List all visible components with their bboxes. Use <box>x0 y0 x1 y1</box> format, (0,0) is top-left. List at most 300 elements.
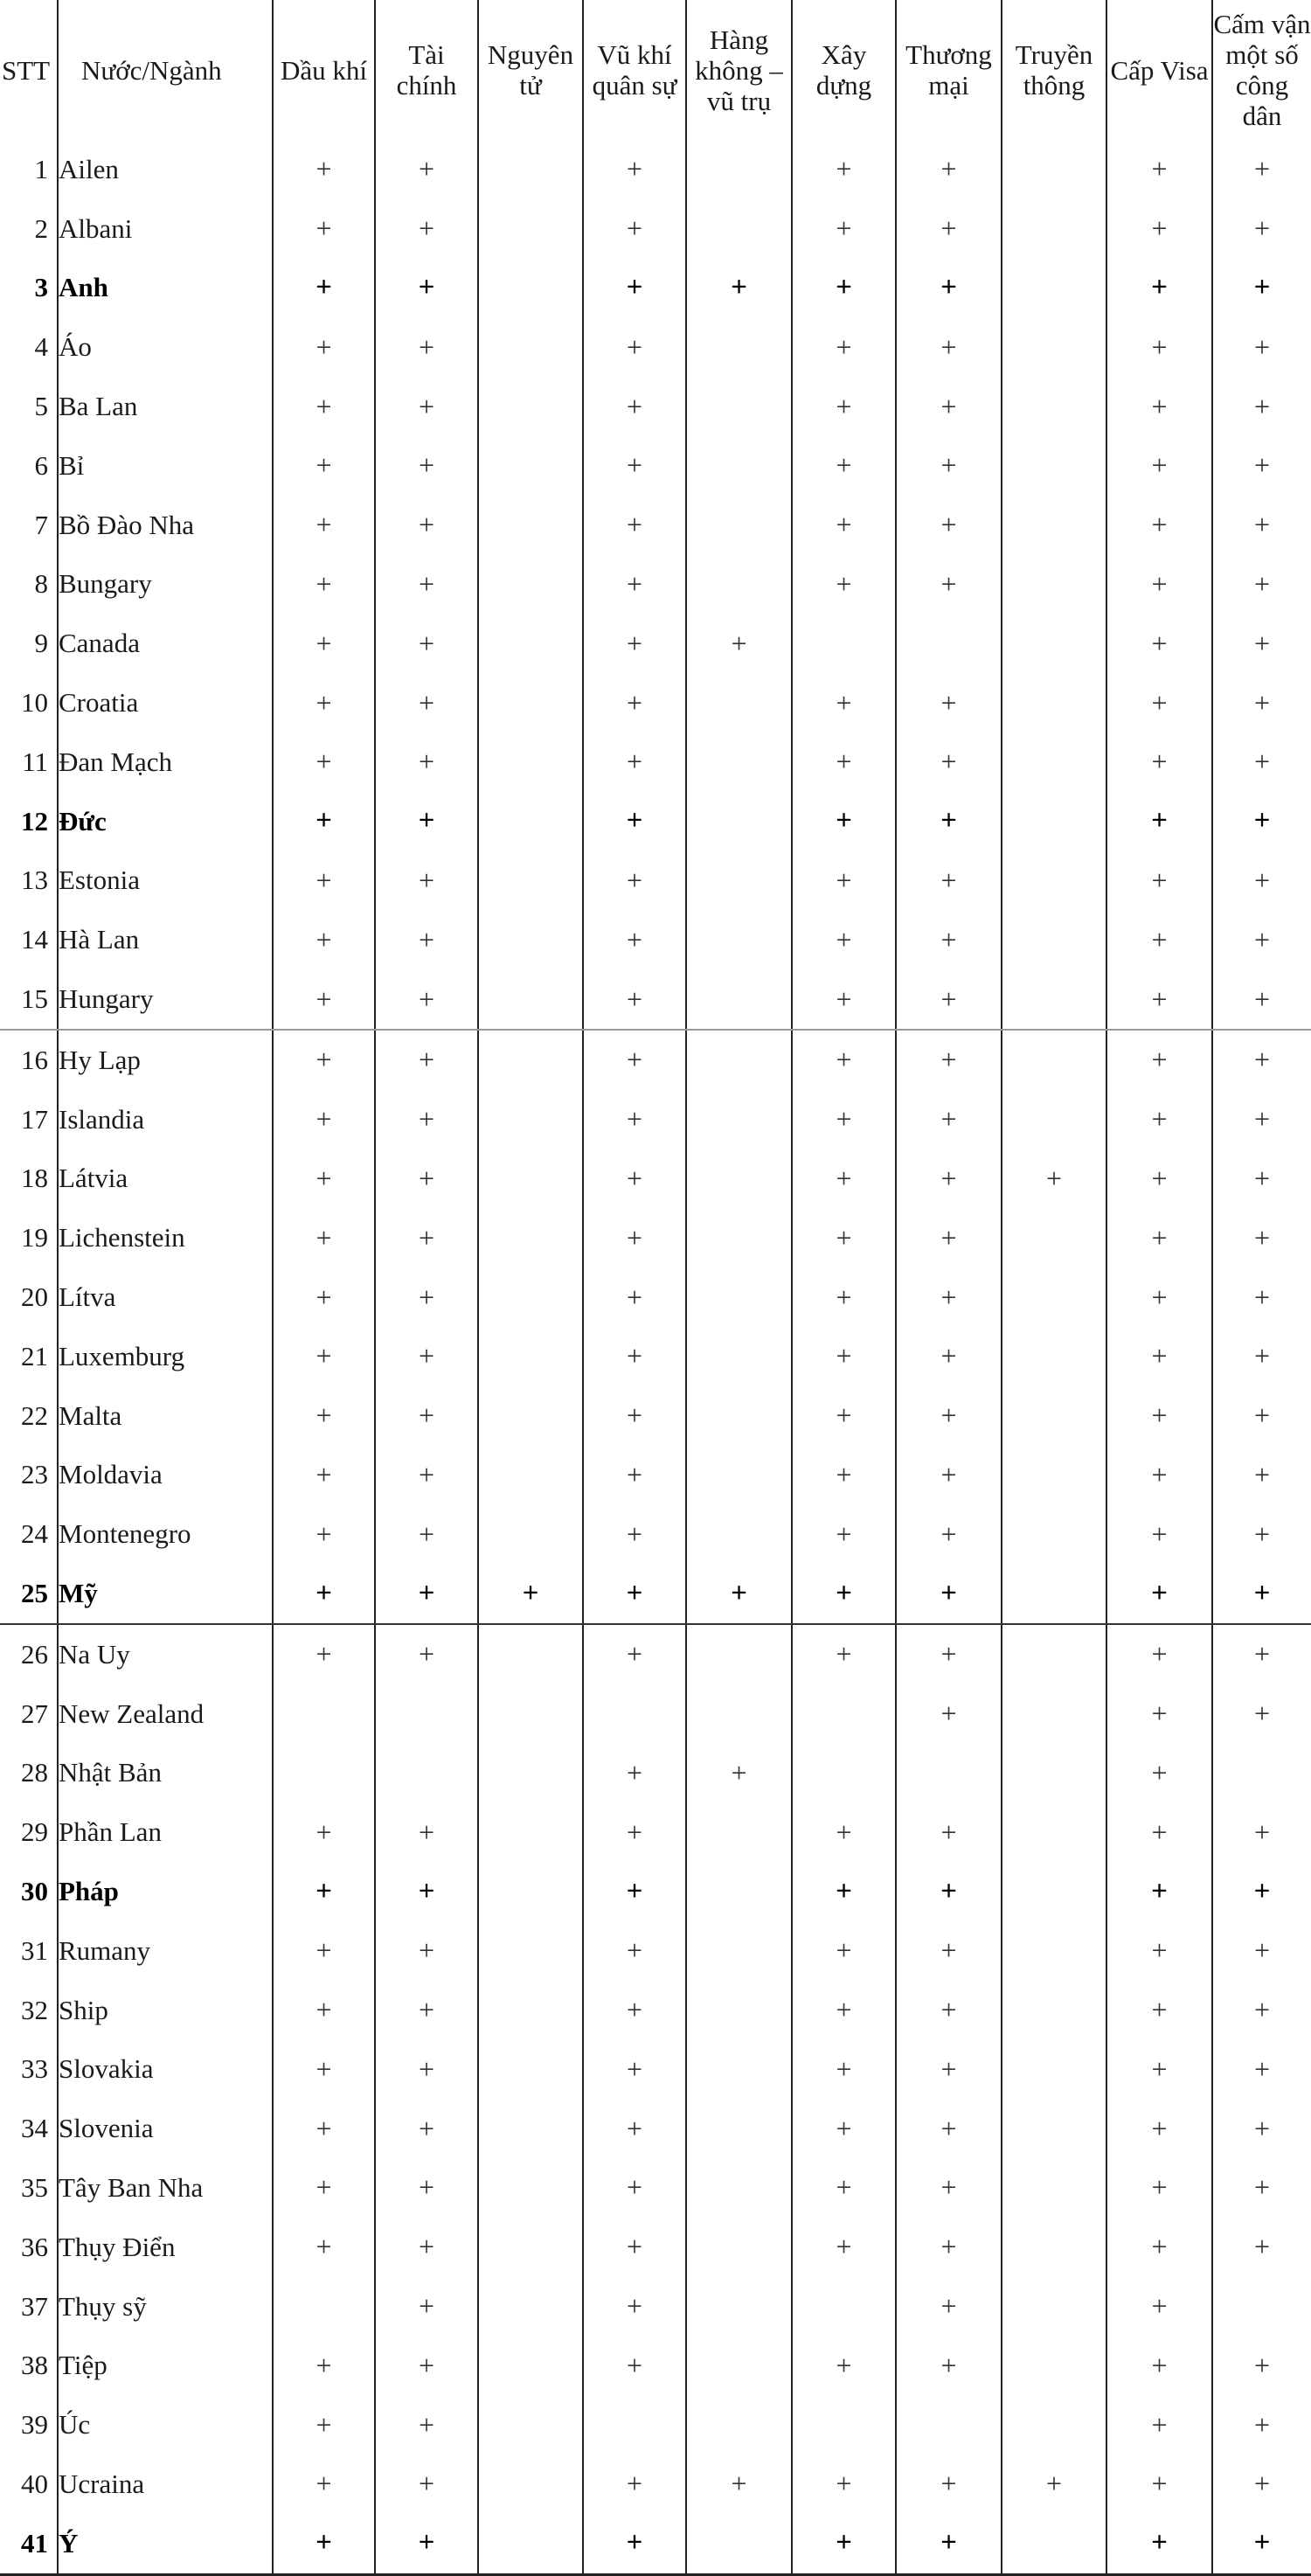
plus-mark: + <box>731 271 747 303</box>
plus-mark: + <box>626 1994 643 2026</box>
table-row <box>0 2218 1311 2277</box>
cell-aerospace <box>686 2336 792 2395</box>
cell-oil <box>273 851 375 911</box>
cell-arms <box>583 2395 686 2454</box>
cell-visa <box>1106 1090 1212 1149</box>
cell-arms <box>583 1802 686 1862</box>
cell-embargo <box>1212 2277 1311 2336</box>
cell-oil <box>273 1802 375 1862</box>
row-stt: 13 <box>21 864 48 896</box>
cell-visa <box>1106 259 1212 318</box>
cell-aerospace <box>686 792 792 851</box>
row-country: Mỹ <box>58 1564 273 1624</box>
cell-construction <box>792 140 896 199</box>
cell-trade <box>896 1504 1002 1564</box>
plus-mark: + <box>418 1044 435 1076</box>
plus-mark: + <box>1253 864 1271 896</box>
cell-trade <box>896 851 1002 911</box>
plus-mark: + <box>1151 1399 1168 1432</box>
plus-mark: + <box>316 1577 332 1609</box>
cell-arms <box>583 2158 686 2218</box>
cell-aerospace <box>686 1386 792 1446</box>
cell-trade <box>896 2040 1002 2100</box>
plus-mark: + <box>316 1816 332 1848</box>
table-row <box>0 496 1311 555</box>
table-row <box>0 1386 1311 1446</box>
row-country: New Zealand <box>58 1684 273 1744</box>
table-row <box>0 140 1311 199</box>
cell-embargo <box>1212 2336 1311 2395</box>
plus-mark: + <box>940 1281 957 1313</box>
cell-visa <box>1106 1744 1212 1803</box>
plus-mark: + <box>316 509 332 541</box>
cell-arms <box>583 733 686 792</box>
cell-finance <box>375 1446 478 1505</box>
cell-oil <box>273 377 375 436</box>
row-country: Thụy Điển <box>58 2218 273 2277</box>
cell-finance <box>375 733 478 792</box>
header-arms: Vũ khí quân sự <box>583 0 686 140</box>
row-country: Nhật Bản <box>58 1744 273 1803</box>
cell-arms <box>583 377 686 436</box>
cell-media <box>1002 1149 1106 1209</box>
plus-mark: + <box>626 1399 643 1432</box>
cell-oil <box>273 199 375 259</box>
cell-aerospace <box>686 733 792 792</box>
cell-arms <box>583 1149 686 1209</box>
cell-construction <box>792 1327 896 1386</box>
plus-mark: + <box>316 1103 332 1135</box>
plus-mark: + <box>1253 1340 1271 1372</box>
cell-oil <box>273 259 375 318</box>
cell-nuclear <box>478 733 583 792</box>
row-country: Rumany <box>58 1921 273 1981</box>
cell-embargo <box>1212 1504 1311 1564</box>
plus-mark: + <box>940 1458 957 1490</box>
plus-mark: + <box>1151 864 1168 896</box>
plus-mark: + <box>731 1756 747 1788</box>
table-row <box>0 1504 1311 1564</box>
row-country: Bungary <box>58 555 273 614</box>
cell-media <box>1002 910 1106 969</box>
cell-nuclear <box>478 555 583 614</box>
cell-trade <box>896 377 1002 436</box>
cell-visa <box>1106 555 1212 614</box>
plus-mark: + <box>1253 1875 1271 1907</box>
cell-media <box>1002 1267 1106 1327</box>
table-row <box>0 1624 1311 1684</box>
row-stt: 7 <box>34 509 48 540</box>
plus-mark: + <box>836 2231 852 2263</box>
plus-mark: + <box>316 1934 332 1967</box>
table-row <box>0 1446 1311 1505</box>
cell-aerospace <box>686 199 792 259</box>
plus-mark: + <box>836 1517 852 1550</box>
plus-mark: + <box>626 1638 643 1670</box>
cell-nuclear <box>478 436 583 496</box>
plus-mark: + <box>1253 2527 1271 2559</box>
cell-finance <box>375 1684 478 1744</box>
cell-media <box>1002 1744 1106 1803</box>
cell-nuclear <box>478 1802 583 1862</box>
cell-embargo <box>1212 496 1311 555</box>
row-country: Ucraina <box>58 2454 273 2514</box>
plus-mark: + <box>626 2290 643 2323</box>
cell-finance <box>375 1327 478 1386</box>
cell-nuclear <box>478 910 583 969</box>
cell-trade <box>896 2454 1002 2514</box>
cell-embargo <box>1212 1564 1311 1624</box>
plus-mark: + <box>1151 271 1168 303</box>
plus-mark: + <box>418 1458 435 1490</box>
plus-mark: + <box>836 1162 852 1194</box>
cell-aerospace <box>686 2454 792 2514</box>
cell-aerospace <box>686 259 792 318</box>
plus-mark: + <box>626 864 643 896</box>
plus-mark: + <box>418 2052 435 2085</box>
plus-mark: + <box>418 1340 435 1372</box>
cell-embargo <box>1212 1267 1311 1327</box>
cell-media <box>1002 140 1106 199</box>
plus-mark: + <box>418 1816 435 1848</box>
cell-arms <box>583 140 686 199</box>
plus-mark: + <box>1151 1756 1168 1788</box>
cell-embargo <box>1212 1446 1311 1505</box>
plus-mark: + <box>1253 1399 1271 1432</box>
plus-mark: + <box>940 330 957 363</box>
cell-construction <box>792 317 896 377</box>
cell-finance <box>375 2514 478 2574</box>
plus-mark: + <box>1151 153 1168 185</box>
row-country: Hungary <box>58 969 273 1030</box>
cell-aerospace <box>686 1149 792 1209</box>
cell-construction <box>792 199 896 259</box>
plus-mark: + <box>626 390 643 422</box>
table-row <box>0 1802 1311 1862</box>
cell-nuclear <box>478 1504 583 1564</box>
cell-aerospace <box>686 969 792 1030</box>
plus-mark: + <box>418 1934 435 1967</box>
plus-mark: + <box>940 1162 957 1194</box>
cell-media <box>1002 1624 1106 1684</box>
cell-aerospace <box>686 2218 792 2277</box>
table-row <box>0 1564 1311 1624</box>
plus-mark: + <box>626 509 643 541</box>
row-stt: 12 <box>21 805 48 837</box>
cell-arms <box>583 1386 686 1446</box>
cell-construction <box>792 259 896 318</box>
cell-aerospace <box>686 2395 792 2454</box>
cell-aerospace <box>686 1624 792 1684</box>
cell-embargo <box>1212 1802 1311 1862</box>
cell-nuclear <box>478 1624 583 1684</box>
plus-mark: + <box>1253 1638 1271 1670</box>
plus-mark: + <box>316 923 332 955</box>
plus-mark: + <box>1253 1577 1271 1609</box>
plus-mark: + <box>1151 1816 1168 1848</box>
cell-arms <box>583 496 686 555</box>
plus-mark: + <box>522 1577 539 1609</box>
cell-finance <box>375 1624 478 1684</box>
row-country: Áo <box>58 317 273 377</box>
cell-media <box>1002 969 1106 1030</box>
row-stt: 8 <box>34 568 48 600</box>
cell-trade <box>896 1624 1002 1684</box>
cell-arms <box>583 1446 686 1505</box>
cell-aerospace <box>686 377 792 436</box>
row-stt: 36 <box>21 2231 48 2262</box>
cell-finance <box>375 1744 478 1803</box>
cell-arms <box>583 969 686 1030</box>
plus-mark: + <box>940 1994 957 2026</box>
plus-mark: + <box>1253 1994 1271 2026</box>
plus-mark: + <box>1151 1698 1168 1730</box>
cell-arms <box>583 2336 686 2395</box>
cell-construction <box>792 2395 896 2454</box>
cell-visa <box>1106 496 1212 555</box>
cell-oil <box>273 1504 375 1564</box>
cell-nuclear <box>478 1208 583 1267</box>
cell-media <box>1002 851 1106 911</box>
cell-construction <box>792 673 896 733</box>
plus-mark: + <box>731 627 747 659</box>
row-stt: 17 <box>21 1103 48 1135</box>
cell-trade <box>896 969 1002 1030</box>
cell-nuclear <box>478 317 583 377</box>
row-stt: 2 <box>34 212 48 244</box>
plus-mark: + <box>626 1756 643 1788</box>
plus-mark: + <box>1151 982 1168 1015</box>
cell-arms <box>583 1267 686 1327</box>
cell-media <box>1002 1386 1106 1446</box>
cell-construction <box>792 2099 896 2158</box>
cell-construction <box>792 1921 896 1981</box>
cell-arms <box>583 2099 686 2158</box>
plus-mark: + <box>316 982 332 1015</box>
header-oil: Dầu khí <box>273 0 375 140</box>
plus-mark: + <box>1253 567 1271 600</box>
plus-mark: + <box>940 1875 957 1907</box>
cell-embargo <box>1212 851 1311 911</box>
cell-arms <box>583 259 686 318</box>
cell-media <box>1002 614 1106 673</box>
cell-oil <box>273 792 375 851</box>
cell-oil <box>273 436 375 496</box>
row-country: Pháp <box>58 1862 273 1921</box>
cell-finance <box>375 1802 478 1862</box>
plus-mark: + <box>626 627 643 659</box>
cell-oil <box>273 2099 375 2158</box>
row-stt: 41 <box>0 2514 58 2574</box>
plus-mark: + <box>940 2527 957 2559</box>
row-country: Hy Lạp <box>58 1030 273 1090</box>
cell-aerospace <box>686 2158 792 2218</box>
plus-mark: + <box>940 2468 957 2500</box>
table-row <box>0 2514 1311 2574</box>
cell-media <box>1002 1564 1106 1624</box>
plus-mark: + <box>1253 2349 1271 2381</box>
plus-mark: + <box>316 1044 332 1076</box>
cell-construction <box>792 1862 896 1921</box>
table-row <box>0 1327 1311 1386</box>
cell-aerospace <box>686 1981 792 2040</box>
plus-mark: + <box>940 2231 957 2263</box>
cell-aerospace <box>686 2099 792 2158</box>
cell-media <box>1002 792 1106 851</box>
plus-mark: + <box>940 1044 957 1076</box>
table-row <box>0 2395 1311 2454</box>
plus-mark: + <box>1253 2231 1271 2263</box>
plus-mark: + <box>626 1458 643 1490</box>
cell-finance <box>375 1030 478 1090</box>
cell-trade <box>896 792 1002 851</box>
plus-mark: + <box>418 805 435 837</box>
row-country: Phần Lan <box>58 1802 273 1862</box>
table-row <box>0 1684 1311 1744</box>
plus-mark: + <box>1253 805 1271 837</box>
cell-arms <box>583 1684 686 1744</box>
cell-nuclear <box>478 2218 583 2277</box>
row-country: Slovakia <box>58 2040 273 2100</box>
plus-mark: + <box>1151 2349 1168 2381</box>
cell-arms <box>583 851 686 911</box>
cell-trade <box>896 2514 1002 2574</box>
cell-visa <box>1106 1802 1212 1862</box>
cell-finance <box>375 969 478 1030</box>
plus-mark: + <box>1151 805 1168 837</box>
plus-mark: + <box>418 2290 435 2323</box>
plus-mark: + <box>940 805 957 837</box>
cell-aerospace <box>686 1921 792 1981</box>
plus-mark: + <box>418 1577 435 1609</box>
row-country: Ý <box>58 2514 273 2574</box>
plus-mark: + <box>1151 567 1168 600</box>
plus-mark: + <box>626 567 643 600</box>
plus-mark: + <box>1253 686 1271 719</box>
table-row <box>0 317 1311 377</box>
plus-mark: + <box>626 1281 643 1313</box>
plus-mark: + <box>1253 1458 1271 1490</box>
cell-trade <box>896 614 1002 673</box>
row-stt: 27 <box>21 1698 48 1729</box>
cell-construction <box>792 1504 896 1564</box>
cell-embargo <box>1212 1208 1311 1267</box>
plus-mark: + <box>418 449 435 482</box>
plus-mark: + <box>940 1103 957 1135</box>
row-country: Slovenia <box>58 2099 273 2158</box>
plus-mark: + <box>316 2231 332 2263</box>
cell-visa <box>1106 377 1212 436</box>
plus-mark: + <box>626 1044 643 1076</box>
cell-trade <box>896 1267 1002 1327</box>
row-stt: 28 <box>21 1757 48 1788</box>
cell-nuclear <box>478 1862 583 1921</box>
cell-oil <box>273 1981 375 2040</box>
cell-oil <box>273 1684 375 1744</box>
plus-mark: + <box>1151 2408 1168 2441</box>
cell-construction <box>792 1802 896 1862</box>
plus-mark: + <box>418 2171 435 2204</box>
cell-embargo <box>1212 792 1311 851</box>
cell-nuclear <box>478 2395 583 2454</box>
cell-arms <box>583 792 686 851</box>
cell-embargo <box>1212 377 1311 436</box>
plus-mark: + <box>316 2468 332 2500</box>
cell-visa <box>1106 2040 1212 2100</box>
cell-finance <box>375 2218 478 2277</box>
cell-trade <box>896 496 1002 555</box>
cell-visa <box>1106 1267 1212 1327</box>
cell-trade <box>896 199 1002 259</box>
row-country: Canada <box>58 614 273 673</box>
cell-embargo <box>1212 1921 1311 1981</box>
row-stt: 20 <box>21 1281 48 1313</box>
row-stt: 40 <box>21 2468 48 2499</box>
plus-mark: + <box>1253 271 1271 303</box>
cell-aerospace <box>686 2040 792 2100</box>
plus-mark: + <box>940 686 957 719</box>
cell-construction <box>792 377 896 436</box>
row-stt: 25 <box>0 1564 58 1624</box>
cell-visa <box>1106 851 1212 911</box>
row-country: Islandia <box>58 1090 273 1149</box>
cell-visa <box>1106 317 1212 377</box>
row-stt: 33 <box>21 2053 48 2085</box>
plus-mark: + <box>836 1638 852 1670</box>
cell-visa <box>1106 1624 1212 1684</box>
cell-media <box>1002 1862 1106 1921</box>
plus-mark: + <box>626 153 643 185</box>
plus-mark: + <box>836 2052 852 2085</box>
cell-oil <box>273 1744 375 1803</box>
cell-media <box>1002 2277 1106 2336</box>
plus-mark: + <box>836 1399 852 1432</box>
plus-mark: + <box>626 746 643 778</box>
cell-visa <box>1106 1149 1212 1209</box>
cell-construction <box>792 1149 896 1209</box>
cell-aerospace <box>686 1684 792 1744</box>
cell-aerospace <box>686 1802 792 1862</box>
cell-arms <box>583 1090 686 1149</box>
plus-mark: + <box>316 567 332 600</box>
plus-mark: + <box>1253 1698 1271 1730</box>
cell-nuclear <box>478 614 583 673</box>
cell-trade <box>896 1744 1002 1803</box>
cell-oil <box>273 1149 375 1209</box>
plus-mark: + <box>1151 2112 1168 2144</box>
cell-construction <box>792 1624 896 1684</box>
cell-media <box>1002 1504 1106 1564</box>
row-country: Látvia <box>58 1149 273 1209</box>
row-country: Estonia <box>58 851 273 911</box>
plus-mark: + <box>940 271 957 303</box>
row-country: Đức <box>58 792 273 851</box>
cell-aerospace <box>686 496 792 555</box>
cell-nuclear <box>478 1090 583 1149</box>
cell-media <box>1002 1327 1106 1386</box>
table-row <box>0 1208 1311 1267</box>
cell-embargo <box>1212 555 1311 614</box>
header-finance: Tài chính <box>375 0 478 140</box>
cell-media <box>1002 2454 1106 2514</box>
cell-oil <box>273 733 375 792</box>
cell-trade <box>896 1446 1002 1505</box>
cell-trade <box>896 2336 1002 2395</box>
cell-aerospace <box>686 555 792 614</box>
plus-mark: + <box>940 1816 957 1848</box>
plus-mark: + <box>1253 746 1271 778</box>
plus-mark: + <box>940 1340 957 1372</box>
